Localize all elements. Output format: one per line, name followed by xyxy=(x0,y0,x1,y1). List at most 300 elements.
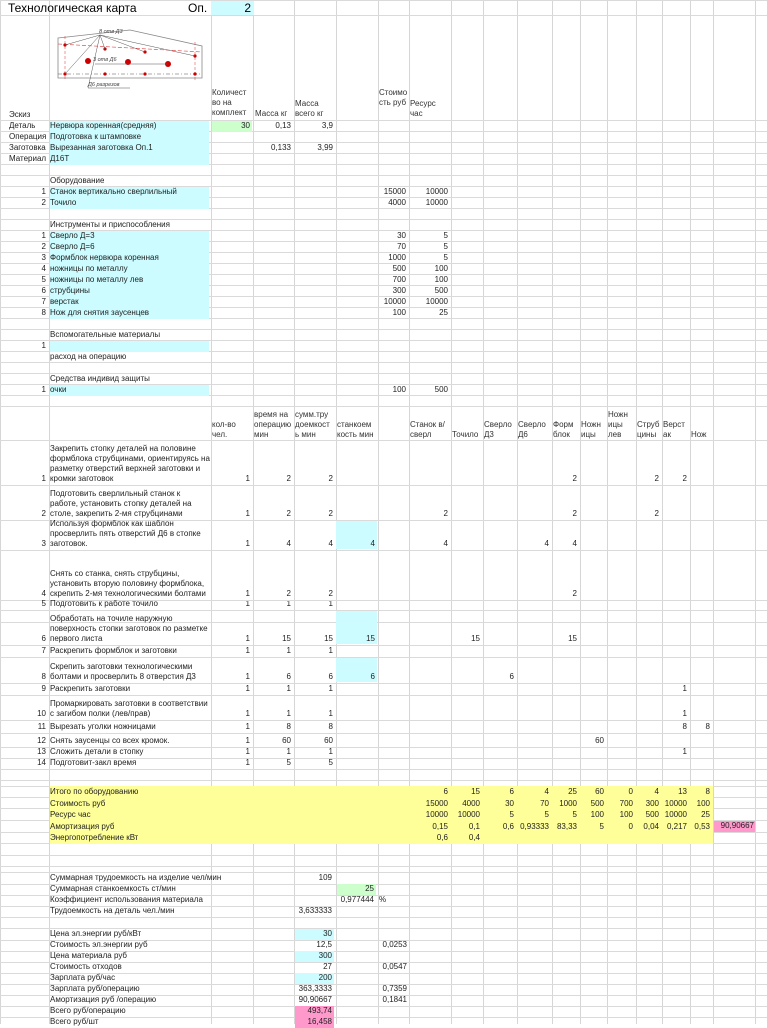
part-field-label: Материал xyxy=(9,154,47,163)
totals-value: 25 xyxy=(568,787,577,796)
operation-value xyxy=(607,611,635,644)
operation-value xyxy=(451,441,482,484)
operation-description: Вырезать уголки ножницами xyxy=(50,722,156,731)
operation-value: 2 xyxy=(682,474,687,483)
operation-value: 2 xyxy=(328,589,333,598)
resource-cell: 5 xyxy=(443,242,448,251)
cost-cell: 70 xyxy=(397,242,406,251)
operation-value xyxy=(451,759,482,768)
operation-value xyxy=(662,646,689,656)
totals-row-label: Стоимость руб xyxy=(50,798,106,808)
item-number: 5 xyxy=(41,275,46,284)
operation-value xyxy=(580,521,606,549)
resource-cell: 500 xyxy=(434,385,448,394)
operation-number: 8 xyxy=(41,672,46,681)
totals-value: 5 xyxy=(544,810,549,819)
operation-value xyxy=(517,759,551,768)
item-number: 1 xyxy=(41,385,46,394)
operation-value xyxy=(517,646,551,656)
operation-value xyxy=(636,759,661,768)
operation-value xyxy=(409,748,450,757)
operation-value xyxy=(690,601,712,609)
summary-value[interactable]: 493,74 xyxy=(295,1006,334,1017)
operation-value: 1 xyxy=(328,709,333,718)
tools-item-name[interactable]: Сверло Д=3 xyxy=(50,231,209,242)
operation-value: 1 xyxy=(245,722,250,731)
operation-value xyxy=(483,441,516,484)
operation-value xyxy=(336,551,377,599)
ops-col-header: Струб цины xyxy=(637,420,660,439)
operation-value: 2 xyxy=(328,509,333,518)
summary-value: 363,3333 xyxy=(298,984,332,993)
totals-row-label: Итого по оборудованию xyxy=(50,787,139,796)
operation-value xyxy=(662,601,689,609)
totals-value: 0,93333 xyxy=(520,821,549,831)
mass-cell: 0,133 xyxy=(270,143,291,152)
operation-value: 1 xyxy=(245,509,250,518)
item-number: 2 xyxy=(41,198,46,207)
mass-cell: 0,13 xyxy=(275,121,291,130)
operation-value xyxy=(636,646,661,656)
operation-value: 1 xyxy=(245,748,250,756)
summary-value[interactable]: 16,458 xyxy=(295,1017,334,1028)
operation-value xyxy=(517,734,551,746)
summary-value: 109 xyxy=(318,873,332,882)
operation-value xyxy=(517,658,551,682)
cost-cell: 100 xyxy=(392,385,406,394)
ops-col-header: Нож xyxy=(691,430,707,439)
item-number: 3 xyxy=(41,253,46,262)
operation-description: Раскрепить заготовки xyxy=(50,684,131,693)
totals-row-label: Амортизация руб xyxy=(50,821,115,831)
tools-item-name[interactable]: струбцины xyxy=(50,286,209,297)
totals-value: 10000 xyxy=(425,810,448,819)
operation-value: 1 xyxy=(245,474,250,483)
operation-value xyxy=(636,551,661,599)
totals-value: 100 xyxy=(590,810,604,819)
operation-value xyxy=(552,601,579,609)
summary-ratio: 0,0253 xyxy=(382,939,407,949)
operation-value xyxy=(517,486,551,519)
cost-cell: 30 xyxy=(397,231,406,240)
qty-cell[interactable] xyxy=(212,132,252,143)
col-header-mass-total: Масса всего кг xyxy=(295,99,324,118)
operation-value: 8 xyxy=(682,722,687,731)
operation-value xyxy=(607,684,635,694)
operation-number: 7 xyxy=(41,646,46,655)
operation-value xyxy=(690,646,712,656)
grid-row-line xyxy=(0,1017,767,1018)
operation-value xyxy=(517,551,551,599)
operation-value xyxy=(607,658,635,682)
resource-cell: 5 xyxy=(443,231,448,240)
totals-value: 6 xyxy=(443,787,448,796)
tools-item-name[interactable]: Сверло Д=6 xyxy=(50,242,209,253)
cost-cell: 100 xyxy=(392,308,406,317)
operation-value xyxy=(690,521,712,549)
operation-value xyxy=(636,684,661,694)
op-number-cell[interactable]: 2 xyxy=(211,1,254,15)
operation-value xyxy=(662,658,689,682)
tools-item-name[interactable]: Нож для снятия заусенцев xyxy=(50,308,209,319)
operation-value: 1 xyxy=(682,709,687,718)
operation-value xyxy=(607,734,635,746)
operation-value: 4 xyxy=(572,539,577,548)
summary-label: Суммарная станкоемкость ст/мин xyxy=(50,884,176,894)
operation-value: 6 xyxy=(509,672,514,681)
qty-cell[interactable] xyxy=(212,154,252,165)
operation-value: 15 xyxy=(282,634,291,643)
operation-value: 1 xyxy=(245,759,250,767)
summary-label: Амортизация руб /операцию xyxy=(50,995,157,1005)
operation-value: 2 xyxy=(654,474,659,483)
operation-value xyxy=(580,696,606,719)
sketch-annotation: 3 отв Д6 xyxy=(93,57,117,63)
part-field-value[interactable]: Вырезанная заготовка Оп.1 xyxy=(50,143,209,154)
operation-value xyxy=(409,721,450,732)
summary-ratio: 0,0547 xyxy=(382,961,407,971)
operation-value xyxy=(336,721,377,732)
totals-value: 60 xyxy=(595,787,604,796)
operation-value xyxy=(409,696,450,719)
ops-col-header: Ножн ицы xyxy=(581,420,601,439)
operation-description: Используя формблок как шаблон просверлить пять отверстий Д6 в стопке заготовок. xyxy=(50,520,201,548)
operation-value xyxy=(552,658,579,682)
operation-value xyxy=(552,734,579,746)
operation-value xyxy=(517,601,551,609)
operation-value xyxy=(336,696,377,719)
totals-value: 0 xyxy=(628,787,633,796)
ops-col-header: Верст ак xyxy=(663,420,685,439)
qty-cell[interactable] xyxy=(212,143,252,154)
cost-cell: 10000 xyxy=(383,297,406,306)
totals-value: 5 xyxy=(509,810,514,819)
operation-value xyxy=(451,734,482,746)
item-number: 4 xyxy=(41,264,46,273)
totals-value: 30 xyxy=(505,798,514,808)
operation-value xyxy=(409,551,450,599)
totals-value: 0,53 xyxy=(694,821,710,831)
operation-value[interactable]: 6 xyxy=(336,658,377,682)
totals-value: 10000 xyxy=(664,810,687,819)
operation-value xyxy=(662,486,689,519)
summary-label: Зарплата руб/час xyxy=(50,972,116,982)
operation-value xyxy=(580,601,606,609)
operation-value: 1 xyxy=(245,672,250,681)
operation-value: 1 xyxy=(286,684,291,693)
item-number: 7 xyxy=(41,297,46,306)
grid-row-line xyxy=(0,15,767,16)
grid-row-line xyxy=(0,769,767,770)
operation-value: 5 xyxy=(286,759,291,767)
operation-value xyxy=(483,551,516,599)
equipment-item-name[interactable]: Станок вертикально сверлильный xyxy=(50,187,209,198)
resource-cell: 25 xyxy=(439,308,448,317)
operation-value xyxy=(690,486,712,519)
totals-value: 0,217 xyxy=(666,821,687,831)
tools-item-name[interactable]: верстак xyxy=(50,297,209,308)
tools-item-name[interactable]: ножницы по металлу лев xyxy=(50,275,209,286)
operation-value xyxy=(483,521,516,549)
operation-value xyxy=(451,684,482,694)
operation-value xyxy=(580,658,606,682)
operation-number: 10 xyxy=(37,709,46,718)
operation-value xyxy=(483,748,516,757)
part-field-label: Деталь xyxy=(9,121,36,130)
operation-value xyxy=(607,441,635,484)
summary-label: Трудоемкость на деталь чел./мин xyxy=(50,906,175,916)
grid-row-line xyxy=(0,855,767,856)
grid-row-line xyxy=(0,175,767,176)
operation-value xyxy=(636,611,661,644)
totals-value: 10000 xyxy=(664,798,687,808)
operation-value: 2 xyxy=(443,509,448,518)
summary-label: Всего руб/операцию xyxy=(50,1006,126,1016)
operation-value xyxy=(580,759,606,768)
operation-value xyxy=(483,486,516,519)
operation-value xyxy=(552,684,579,694)
operation-value: 6 xyxy=(328,672,333,681)
operation-value: 1 xyxy=(328,601,333,608)
summary-value: 27 xyxy=(323,961,332,971)
operation-value[interactable]: 15 xyxy=(336,611,377,644)
operation-value xyxy=(690,734,712,746)
operation-value xyxy=(580,721,606,732)
operation-value xyxy=(636,601,661,609)
operation-value xyxy=(607,551,635,599)
totals-value: 300 xyxy=(645,798,659,808)
operation-value: 2 xyxy=(572,474,577,483)
totals-value: 4 xyxy=(544,787,549,796)
summary-label: Цена материала руб xyxy=(50,950,127,960)
summary-value[interactable]: 300 xyxy=(295,951,334,962)
ppe-item-name[interactable]: очки xyxy=(50,385,209,396)
sketch-label: Эскиз xyxy=(9,110,31,119)
operation-value xyxy=(336,486,377,519)
ops-col-header: сумм.тру доемкост ь мин xyxy=(295,410,330,439)
operation-value xyxy=(451,551,482,599)
operation-number: 5 xyxy=(41,600,46,608)
operation-value xyxy=(580,611,606,644)
sketch-annotation: Д6 разрезов xyxy=(88,82,120,88)
mass-total-cell: 3,99 xyxy=(317,143,333,152)
operation-description: Подготовить к работе точило xyxy=(50,600,158,608)
operation-value xyxy=(409,646,450,656)
operation-value xyxy=(336,601,377,609)
operation-value xyxy=(636,734,661,746)
operation-value xyxy=(636,658,661,682)
operation-value: 1 xyxy=(328,684,333,693)
grid-row-line xyxy=(0,780,767,781)
totals-value: 1000 xyxy=(559,798,577,808)
operation-value: 1 xyxy=(245,684,250,693)
operation-value xyxy=(552,696,579,719)
ops-col-header: Форм блок xyxy=(553,420,574,439)
operation-value xyxy=(336,441,377,484)
operation-value xyxy=(636,696,661,719)
operation-value xyxy=(607,646,635,656)
operation-value xyxy=(636,721,661,732)
operation-value xyxy=(552,721,579,732)
tools-item-name[interactable]: ножницы по металлу xyxy=(50,264,209,275)
operation-value: 1 xyxy=(328,748,333,756)
totals-value: 0,6 xyxy=(502,821,514,831)
col-header-qty: Количест во на комплект xyxy=(212,88,247,117)
summary-value: 0,977444 xyxy=(340,895,374,905)
equipment-item-name[interactable]: Точило xyxy=(50,198,209,209)
totals-value: 10000 xyxy=(457,810,480,819)
operation-value xyxy=(662,521,689,549)
operation-value xyxy=(409,734,450,746)
summary-label: Зарплата руб/операцию xyxy=(50,984,140,993)
operation-value xyxy=(409,658,450,682)
operation-value: 8 xyxy=(705,722,710,731)
operation-value xyxy=(409,601,450,609)
operation-value xyxy=(451,696,482,719)
operation-description: Снять со станка, снять струбцины, установить вторую половину формблока, скрепить 2-мя технологическими болтами xyxy=(50,569,206,598)
operation-value xyxy=(483,721,516,732)
totals-value: 83,33 xyxy=(556,821,577,831)
operation-value xyxy=(451,601,482,609)
resource-cell: 5 xyxy=(443,253,448,262)
operation-value: 8 xyxy=(328,722,333,731)
part-field-label: Заготовка xyxy=(9,143,46,152)
operation-description: Обработать на точиле наружную поверхность стопки заготовок по разметке первого листа xyxy=(50,614,208,643)
summary-label: Стоимость эл.энергии руб xyxy=(50,939,148,949)
summary-label: Коэффициент использования материала xyxy=(50,895,203,905)
totals-value: 500 xyxy=(590,798,604,808)
operation-value: 1 xyxy=(245,589,250,598)
operation-value xyxy=(517,441,551,484)
totals-value: 5 xyxy=(599,821,604,831)
operation-value xyxy=(483,611,516,644)
summary-value: 3,633333 xyxy=(298,906,332,916)
operation-value xyxy=(451,521,482,549)
totals-value: 0,4 xyxy=(468,833,480,842)
resource-cell: 10000 xyxy=(425,187,448,196)
operation-value xyxy=(607,721,635,732)
summary-label: Стоимость отходов xyxy=(50,961,122,971)
operation-value: 2 xyxy=(572,589,577,598)
summary-label: Всего руб/шт xyxy=(50,1017,99,1027)
operation-value: 2 xyxy=(286,509,291,518)
part-sketch-icon xyxy=(55,20,205,100)
operation-value: 1 xyxy=(682,684,687,693)
operation-value: 4 xyxy=(328,539,333,548)
operation-value: 1 xyxy=(245,709,250,718)
totals-value: 0,04 xyxy=(643,821,659,831)
operation-value xyxy=(607,521,635,549)
operation-description: Снять заусенцы со всех кромок. xyxy=(50,736,170,745)
operation-value xyxy=(409,759,450,768)
summary-value[interactable]: 25 xyxy=(337,884,376,895)
operation-value xyxy=(662,611,689,644)
totals-value: 100 xyxy=(696,798,710,808)
totals-value: 0,15 xyxy=(432,821,448,831)
ops-col-header: Сверло Д6 xyxy=(518,420,546,439)
operation-value xyxy=(552,748,579,757)
sheet-title: Технологическая карта xyxy=(8,1,137,15)
operation-number: 1 xyxy=(41,474,46,483)
resource-cell: 100 xyxy=(434,275,448,284)
totals-value: 700 xyxy=(619,798,633,808)
operation-value xyxy=(409,684,450,694)
operation-number: 6 xyxy=(41,634,46,643)
operation-value[interactable]: 4 xyxy=(336,521,377,549)
operation-value xyxy=(580,441,606,484)
operation-value xyxy=(607,748,635,757)
ops-col-header: кол-во чел. xyxy=(212,420,236,439)
operation-value xyxy=(483,646,516,656)
cost-cell: 500 xyxy=(392,264,406,273)
percent-sign: % xyxy=(379,895,387,905)
summary-value: 12,5 xyxy=(316,939,332,949)
operation-value: 4 xyxy=(443,539,448,548)
totals-value: 8 xyxy=(705,787,710,796)
operation-value xyxy=(336,759,377,768)
operation-value xyxy=(451,721,482,732)
operation-value xyxy=(517,611,551,644)
summary-value[interactable]: 30 xyxy=(295,929,334,940)
col-header-cost: Стоимо сть руб xyxy=(379,88,408,107)
operation-value: 1 xyxy=(328,646,333,655)
item-number: 2 xyxy=(41,242,46,251)
operation-value xyxy=(690,748,712,757)
operation-value xyxy=(483,601,516,609)
summary-label: Суммарная трудоемкость на изделие чел/мин xyxy=(50,873,222,882)
operation-value: 2 xyxy=(572,509,577,518)
aux_materials-item-name[interactable] xyxy=(50,341,209,352)
qty-cell[interactable]: 30 xyxy=(212,121,252,132)
operation-value xyxy=(580,748,606,757)
operation-value: 15 xyxy=(471,634,480,643)
part-field-value[interactable]: Нервюра коренная(средняя) xyxy=(50,121,209,132)
ops-col-header: Сверло Д3 xyxy=(484,420,512,439)
equipment-title: Оборудование xyxy=(50,176,105,185)
operation-value xyxy=(662,734,689,746)
totals-value: 0,6 xyxy=(436,833,448,842)
operation-value: 4 xyxy=(544,539,549,548)
operation-value xyxy=(336,646,377,656)
operation-description: Подготовит-закл время xyxy=(50,758,137,767)
cost-cell: 700 xyxy=(392,275,406,284)
summary-value[interactable]: 200 xyxy=(295,973,334,984)
tools-item-name[interactable]: Формблок нервюра коренная xyxy=(50,253,209,264)
operation-value xyxy=(336,734,377,746)
part-field-value[interactable]: Д16Т xyxy=(50,154,209,165)
operation-number: 9 xyxy=(41,684,46,693)
operation-number: 4 xyxy=(41,589,46,598)
operation-value xyxy=(409,441,450,484)
resource-cell: 500 xyxy=(434,286,448,295)
part-field-value[interactable]: Подготовка к штамповке xyxy=(50,132,209,143)
operation-value xyxy=(483,734,516,746)
operation-value: 1 xyxy=(286,646,291,655)
operation-value xyxy=(607,759,635,768)
totals-value: 15 xyxy=(471,787,480,796)
sketch-annotation: 8 отв Д3 xyxy=(99,29,123,35)
cost-cell: 15000 xyxy=(383,187,406,196)
totals-value: 5 xyxy=(572,810,577,819)
summary-value: 90,90667 xyxy=(298,995,332,1005)
op-label: Оп. xyxy=(188,1,208,15)
operation-description: Закрепить стопку деталей на половине формблока струбцинами, ориентируясь на разметку отверстий верхней заготовки и кромки заготовок xyxy=(50,444,210,483)
summary-ratio: 0,7359 xyxy=(382,984,407,993)
totals-value: 25 xyxy=(701,810,710,819)
operation-value xyxy=(409,611,450,644)
operation-value xyxy=(336,748,377,757)
aux_materials-title: Вспомогательные материалы xyxy=(50,330,161,339)
